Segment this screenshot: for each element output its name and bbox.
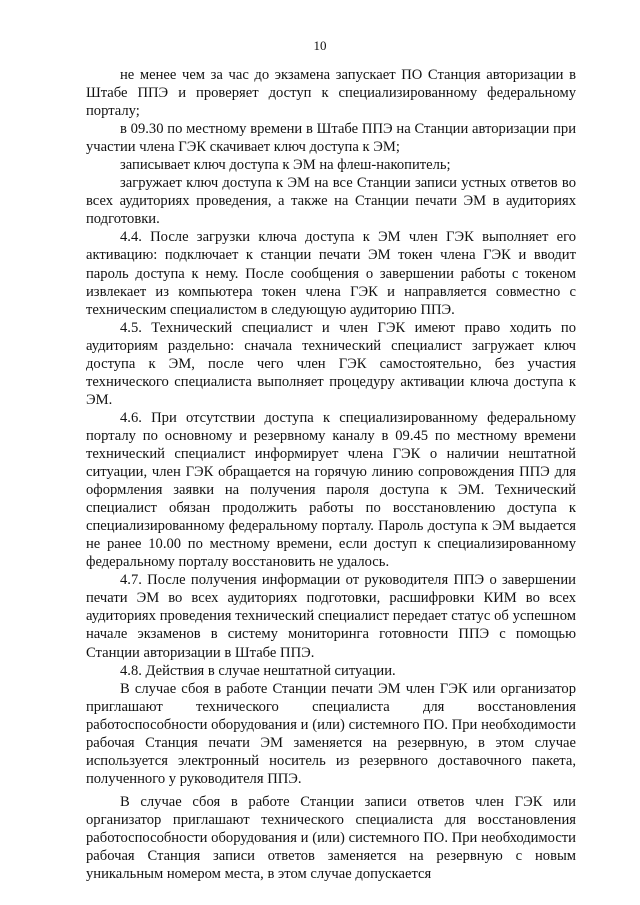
paragraph-start-po: не менее чем за час до экзамена запускает ПО Станция авторизации в Штабе ППЭ и проверяет доступ к специализированному федеральному порталу; [86,67,576,120]
paragraph-download-key: в 09.30 по местному времени в Штабе ППЭ на Станции авторизации при участии члена ГЭК скачивает ключ доступа к ЭМ; [86,121,576,156]
paragraph-4-6: 4.6. При отсутствии доступа к специализированному федеральному порталу по основному и резервному каналу в 09.45 по местному времени технический специалист информирует члена ГЭК о наличии нештатной ситуации, член ГЭК обращается на горячую линию сопровождения ППЭ для оформления заявки на получения пароля доступа к ЭМ. Технический специалист обязан продолжить работы по восстановлению доступа к специализированному федеральному порталу. Пароль доступа к ЭМ выдается не ранее 10.00 по местному времени, если доступ к специализированному федеральному порталу восстановить не удалось. [86,409,576,571]
paragraph-4-4: 4.4. После загрузки ключа доступа к ЭМ член ГЭК выполняет его активацию: подключает к станции печати ЭМ токен члена ГЭК и вводит пароль доступа к нему. После сообщения о завершении работы с токеном извлекает из компьютера токен члена ГЭК и направляется совместно с техническим специалистом в следующую аудиторию ППЭ. [86,229,576,318]
paragraph-record-station-failure: В случае сбоя в работе Станции записи ответов член ГЭК или организатор приглашают технического специалиста для восстановления работоспособности оборудования и (или) системного ПО. При необходимости рабочая Станция записи ответов заменяется на резервную с новым уникальным номером места, в этом случае допускается [86,793,576,883]
paragraph-4-5: 4.5. Технический специалист и член ГЭК имеют право ходить по аудиториям раздельно: сначала технический специалист загружает ключ доступа к ЭМ, после чего член ГЭК самостоятельно, без участия технического специалиста выполняет процедуру активации ключа доступа к ЭМ. [86,319,576,408]
paragraph-4-8: 4.8. Действия в случае нештатной ситуации. [120,662,396,679]
document-body [86,66,576,883]
paragraph-write-key: записывает ключ доступа к ЭМ на флеш-накопитель; [120,157,451,174]
paragraph-print-station-failure: В случае сбоя в работе Станции печати ЭМ член ГЭК или организатор приглашают технического специалиста для восстановления работоспособности оборудования и (или) системного ПО. При необходимости рабочая Станция печати ЭМ заменяется на резервную, в этом случае используется электронный носитель из резервного доставочного пакета, полученного у руководителя ППЭ. [86,680,576,787]
page-number: 10 [313,38,327,53]
paragraph-load-key: загружает ключ доступа к ЭМ на все Станции записи устных ответов во всех аудиториях проведения, а также на Станции печати ЭМ в аудиториях подготовки. [86,175,576,228]
paragraph-4-7: 4.7. После получения информации от руководителя ППЭ о завершении печати ЭМ во всех аудиториях подготовки, расшифровки КИМ во всех аудиториях проведения технический специалист передает статус об успешном начале экзаменов в систему мониторинга готовности ППЭ с помощью Станции авторизации в Штабе ППЭ. [86,572,576,661]
